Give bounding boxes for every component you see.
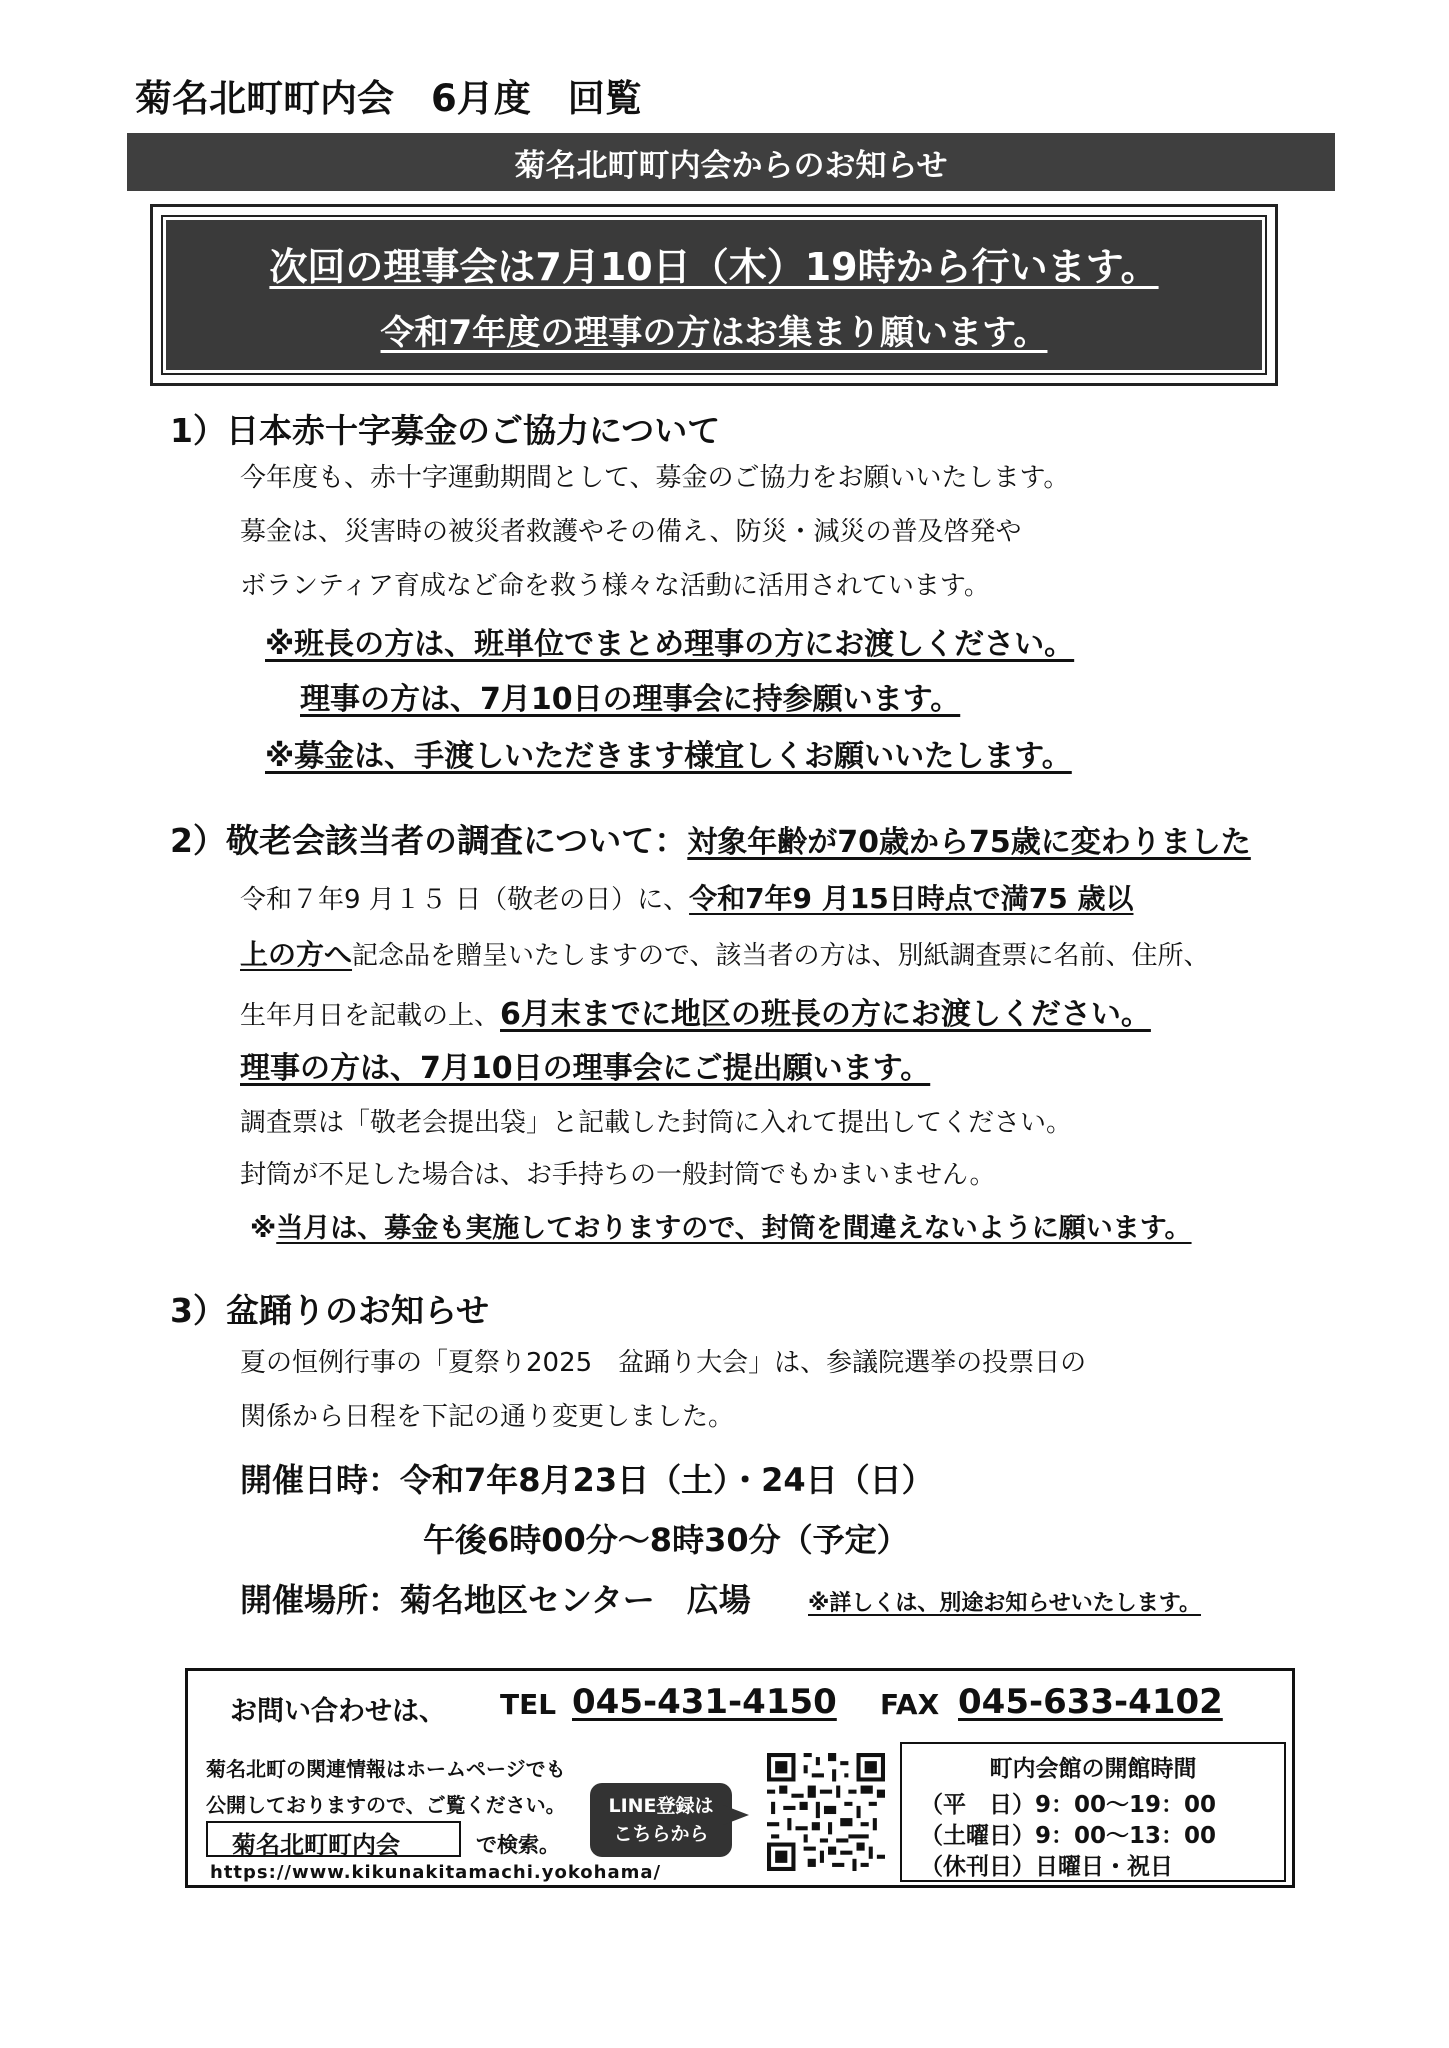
event-place-value: 菊名地区センター 広場 <box>400 1581 751 1619</box>
hours-row-closed <box>920 1848 1173 1881</box>
event-date-label: 開催日時： <box>240 1461 401 1499</box>
section1-heading: 1）日本赤十字募金のご協力について <box>170 411 721 450</box>
tel-number[interactable]: 045-431-4150 <box>572 1682 837 1722</box>
section1-paragraph-1: 今年度も、赤十字運動期間として、募金のご協力をお願いいたします。 <box>240 463 1070 493</box>
section2-line-1 <box>240 877 1133 917</box>
event-date-row <box>240 1455 934 1501</box>
section2-line-3 <box>240 989 1151 1033</box>
hours-label-saturday: （土曜日） <box>920 1823 1035 1849</box>
section2-line-6: 封筒が不足した場合は、お手持ちの一般封筒でもかまいません。 <box>240 1160 996 1190</box>
section2-line-5: 調査票は「敬老会提出袋」と記載した封筒に入れて提出してください。 <box>240 1108 1073 1138</box>
hours-value-closed: 日曜日・祝日 <box>1035 1854 1173 1880</box>
notice-box <box>150 204 1278 386</box>
contact-label: お問い合わせは、 <box>230 1696 446 1727</box>
badge-pointer-icon <box>723 1803 749 1827</box>
section2-line-4: 理事の方は、7月10日の理事会にご提出願います。 <box>240 1051 931 1086</box>
section1-paragraph-2: 募金は、災害時の被災者救護やその備え、防災・減災の普及啓発や <box>240 517 1022 547</box>
section1-paragraph-3: ボランティア育成など命を救う様々な活動に活用されています。 <box>240 571 990 601</box>
tel-label: TEL <box>500 1688 557 1721</box>
section2-line-3-bold: 6月末までに地区の班長の方にお渡しください。 <box>500 997 1151 1032</box>
homepage-url[interactable]: https://www.kikunakitamachi.yokohama/ <box>210 1862 662 1883</box>
contact-box <box>185 1668 1295 1888</box>
section2-line-1-bold: 令和7年9 月15日時点で満75 歳以 <box>689 882 1134 915</box>
hours-row-weekday <box>920 1786 1216 1819</box>
subtitle-bar <box>127 133 1335 191</box>
hours-label-closed: （休刊日） <box>920 1854 1035 1880</box>
event-date-value: 令和7年8月23日（土）・24日（日） <box>400 1461 934 1499</box>
section2-line-2-plain: 記念品を贈呈いたしますので、該当者の方は、別紙調査票に名前、住所、 <box>352 941 1210 971</box>
event-time-value: 午後6時00分～8時30分（予定） <box>423 1521 909 1559</box>
section3-heading: 3）盆踊りのお知らせ <box>170 1291 489 1330</box>
hours-value-saturday: 9：00～13：00 <box>1035 1823 1217 1849</box>
event-place-label: 開催場所： <box>240 1581 401 1619</box>
fax-label: FAX <box>880 1688 940 1721</box>
hall-hours-title: 町内会館の開館時間 <box>989 1756 1197 1782</box>
hall-hours-box <box>900 1742 1286 1882</box>
line-badge-text-2: こちらから <box>613 1823 709 1845</box>
hours-row-saturday <box>920 1817 1216 1850</box>
notice-line-1: 次回の理事会は7月10日（木）19時から行います。 <box>269 245 1159 289</box>
subtitle-text: 菊名北町町内会からのお知らせ <box>514 147 948 184</box>
hours-label-weekday: （平 日） <box>920 1792 1035 1818</box>
line-badge-text-1: LINE登録は <box>608 1794 714 1817</box>
event-place-note: ※詳しくは、別途お知らせいたします。 <box>808 1591 1201 1616</box>
page-title: 菊名北町町内会 6月度 回覧 <box>135 77 642 120</box>
homepage-info-2: 公開しておりますので、ご覧ください。 <box>206 1793 566 1817</box>
search-suffix: で検索。 <box>476 1833 560 1857</box>
section1-bold-3: ※募金は、手渡しいただきます様宜しくお願いいたします。 <box>265 739 1072 774</box>
section2-line-7-prefix: ※ <box>250 1213 277 1244</box>
homepage-info-1: 菊名北町の関連情報はホームページでも <box>206 1757 566 1781</box>
section3-paragraph-2: 関係から日程を下記の通り変更しました。 <box>240 1402 735 1432</box>
section2-line-7 <box>250 1206 1192 1245</box>
event-place-row <box>240 1575 751 1621</box>
section2-line-7-bold: 当月は、募金も実施しておりますので、封筒を間違えないように願います。 <box>276 1213 1192 1244</box>
section2-line-2 <box>240 933 1210 973</box>
section1-bold-2: 理事の方は、7月10日の理事会に持参願います。 <box>300 682 961 717</box>
section2-line-1-plain: 令和７年9 月１５ 日（敬老の日）に、 <box>240 885 690 915</box>
fax-number: 045-633-4102 <box>958 1682 1223 1722</box>
section2-line-2-bold: 上の方へ <box>240 938 353 971</box>
section3-paragraph-1: 夏の恒例行事の「夏祭り2025 盆踊り大会」は、参議院選挙の投票日の <box>240 1348 1087 1378</box>
hours-value-weekday: 9：00～19：00 <box>1035 1792 1217 1818</box>
search-name: 菊名北町町内会 <box>232 1831 400 1859</box>
notice-inner <box>163 217 1265 373</box>
search-name-box <box>206 1821 461 1857</box>
notice-line-2: 令和7年度の理事の方はお集まり願います。 <box>380 313 1048 353</box>
section2-heading-emphasis: 対象年齢が70歳から75歳に変わりました <box>687 825 1251 860</box>
section2-line-3-plain: 生年月日を記載の上、 <box>240 1001 501 1031</box>
line-register-badge[interactable] <box>590 1783 732 1857</box>
section2-heading-text: 2）敬老会該当者の調査について： <box>170 821 688 860</box>
qr-code-icon[interactable] <box>767 1753 885 1871</box>
section2-heading <box>170 815 1251 862</box>
section1-bold-1: ※班長の方は、班単位でまとめ理事の方にお渡しください。 <box>265 627 1075 662</box>
